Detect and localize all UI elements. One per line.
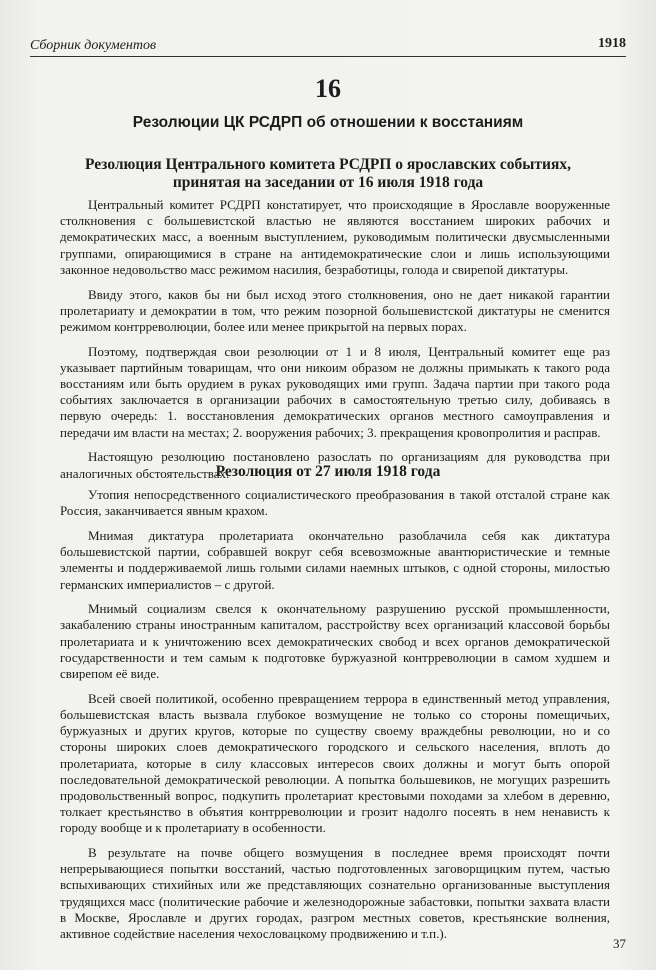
paragraph: Всей своей политикой, особенно превращением террора в единственный метод управления, большевистская власть вызвала глубокое возмущение не только со стороны помещичьих, буржуазных и других кругов, которые по существу своему враждебны революции, но и со стороны широких слоев демократического городского и сельского населения, вплоть до пролетариата, которые в силу классовых интересов своих должны и могут быть опорой последовательной демократической революции. А попытка большевиков, не могущих разрешить продовольственный вопрос, подкупить пролетариат крестовыми походами за хлебом в деревню, толкает крестьянство в объятия контрреволюции и грозит надолго посеять в нем ненависть к городу вообще и к пролетариату в особенности.: [60, 690, 610, 836]
section2-body: [60, 487, 610, 951]
main-title: Резолюции ЦК РСДРП об отношении к восстаниям: [132, 114, 524, 131]
paragraph: Мнимая диктатура пролетариата окончательно разоблачила себя как диктатура большевистской партии, собравшей вокруг себя всевозможные авантюристические и темные элементы и поддерживаемой лишь голыми силами наемных штыков, с одной стороны, милостью германских империалистов – с другой.: [60, 527, 610, 592]
paragraph: Утопия непосредственного социалистического преобразования в такой отсталой стране как Россия, заканчивается явным крахом.: [60, 487, 610, 519]
section1-title: Резолюция Центрального комитета РСДРП о ярославских событиях, принятая на заседании от 16 июля 1918 года: [85, 156, 571, 191]
page-number: 37: [613, 936, 626, 951]
section2-title: Резолюция от 27 июля 1918 года: [215, 463, 441, 480]
paragraph: Ввиду этого, каков бы ни был исход этого столкновения, оно не дает никакой гарантии пролетариату и демократии в том, что режим позорной большевистской диктатуры не сменится режимом контрреволюции, более или менее прикрытой на первых порах.: [60, 286, 610, 334]
running-header-title: Сборник документов: [30, 38, 157, 53]
running-header-year: 1918: [598, 36, 626, 51]
section1-body: [60, 197, 610, 490]
running-header: [30, 36, 626, 58]
paragraph: Центральный комитет РСДРП констатирует, что происходящие в Ярославле вооруженные столкновения с большевистской властью не являются восстанием широких рабочих и демократических масс, а военным выступлением, руководимым политически двусмысленными группами, опирающимися в стране на антидемократические слои и лишь использующими законное недовольство масс режимом насилия, безработицы, голода и свирепой диктатуры.: [60, 197, 610, 277]
chapter-number: 16: [315, 74, 341, 103]
paragraph: Поэтому, подтверждая свои резолюции от 1 и 8 июля, Центральный комитет еще раз указывает партийным товарищам, что они никоим образом не должны примыкать к такого рода восстаниям или быть орудием в руках руководящих ими групп. Задача партии при такого рода событиях заключается в организации рабочих в самостоятельную третью силу, добиваясь в первую очередь: 1. восстановления демократических органов местного самоуправления и передачи им власти на местах; 2. вооружения рабочих; 3. прекращения кровопролития и расправ.: [60, 343, 610, 440]
paragraph: Мнимый социализм свелся к окончательному разрушению русской промышленности, закабалению страны иностранным капиталом, расстройству всех организаций классовой борьбы пролетариата и к уничтожению всех демократических свобод и всех органов демократической государственности и тем самым к подготовке буржуазной контрреволюции в самом худшем и свирепом её виде.: [60, 601, 610, 682]
paragraph: Настоящую резолюцию постановлено разослать по организациям для руководства при аналогичных обстоятельствах.: [60, 449, 610, 481]
paragraph: В результате на почве общего возмущения в последнее время происходят почти непрерывающиеся попытки восстаний, частью подготовленных заговорщицким путем, частью вспыхивающих стихийных или же представляющих сознательно организованные выступления трудящихся масс (политические рабочие и железнодорожные забастовки, попытки захвата власти в Москве, Ярославле и других городах, разгром местных советов, крестьянские волнения, активное содействие населения чехословацкому продвижению и т.п.).: [60, 845, 610, 942]
header-divider: [30, 56, 626, 57]
